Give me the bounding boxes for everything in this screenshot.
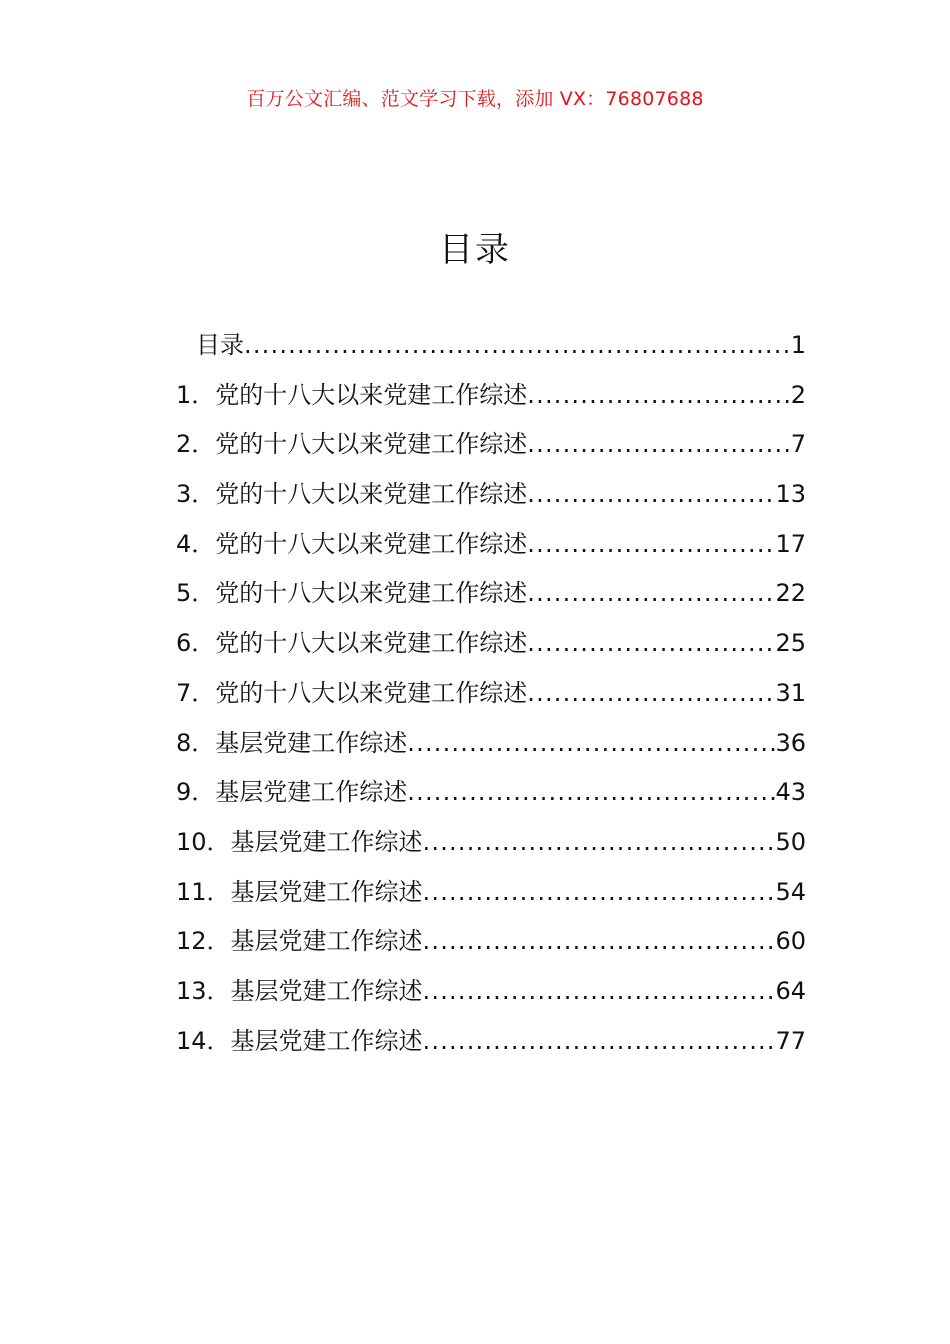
toc-entry-label: 14．基层党建工作综述 [176,1026,423,1055]
toc-page-number: 1 [790,331,806,359]
toc-entry-label: 4．党的十八大以来党建工作综述 [176,529,528,558]
toc-dot-leader [527,573,775,613]
toc-entry[interactable] [176,1021,806,1071]
toc-entry-label: 1．党的十八大以来党建工作综述 [176,380,528,409]
toc-entry-label: 12．基层党建工作综述 [176,927,423,956]
toc-entry-label: 9．基层党建工作综述 [176,778,408,807]
toc-dot-leader [423,1021,776,1061]
toc-dot-leader [407,723,775,763]
toc-entry-label: 5．党的十八大以来党建工作综述 [176,579,528,608]
toc-entry-label: 11．基层党建工作综述 [176,877,423,906]
toc-page-number: 2 [790,380,806,409]
toc-entry[interactable] [176,872,806,922]
toc-dot-leader [527,424,790,464]
toc-page-number: 50 [775,827,806,856]
toc-page-number: 13 [775,480,806,509]
toc-page-number: 60 [775,927,806,956]
toc-entry[interactable] [176,772,806,822]
toc-dot-leader [244,325,791,365]
toc-page-number: 7 [790,430,806,459]
toc-entry[interactable] [176,921,806,971]
toc-entry[interactable] [176,623,806,673]
toc-entry[interactable] [176,474,806,524]
toc-entry-label: 2．党的十八大以来党建工作综述 [176,430,528,459]
table-of-contents [176,325,806,1070]
toc-dot-leader [527,673,775,713]
toc-entry[interactable] [176,524,806,574]
toc-entry[interactable] [176,325,806,375]
toc-page-number: 25 [775,629,806,658]
toc-page-number: 77 [775,1026,806,1055]
toc-entry-label: 3．党的十八大以来党建工作综述 [176,480,528,509]
toc-dot-leader [527,524,775,564]
toc-dot-leader [423,822,776,862]
toc-entry[interactable] [176,375,806,425]
toc-dot-leader [407,772,775,812]
toc-dot-leader [423,872,776,912]
toc-page-number: 22 [775,579,806,608]
toc-page-number: 43 [775,778,806,807]
toc-page-number: 54 [775,877,806,906]
toc-entry[interactable] [176,971,806,1021]
header-promo-note: 百万公文汇编、范文学习下载，添加 VX：76807688 [246,88,704,110]
toc-entry-label: 6．党的十八大以来党建工作综述 [176,629,528,658]
toc-entry-label: 8．基层党建工作综述 [176,728,408,757]
toc-page-number: 17 [775,529,806,558]
toc-entry[interactable] [176,723,806,773]
toc-page-number: 36 [775,728,806,757]
toc-entry[interactable] [176,673,806,723]
toc-entry-label: 13．基层党建工作综述 [176,976,423,1005]
toc-dot-leader [527,375,790,415]
toc-page-number: 64 [775,976,806,1005]
toc-dot-leader [423,921,776,961]
toc-entry[interactable] [176,424,806,474]
page-title: 目录 [439,230,511,270]
toc-entry-label: 7．党的十八大以来党建工作综述 [176,678,528,707]
toc-entry[interactable] [176,573,806,623]
toc-dot-leader [423,971,776,1011]
toc-page-number: 31 [775,678,806,707]
toc-dot-leader [527,623,775,663]
toc-dot-leader [527,474,775,514]
toc-entry[interactable] [176,822,806,872]
toc-entry-label: 10．基层党建工作综述 [176,827,423,856]
toc-entry-label: 目录 [196,331,244,359]
